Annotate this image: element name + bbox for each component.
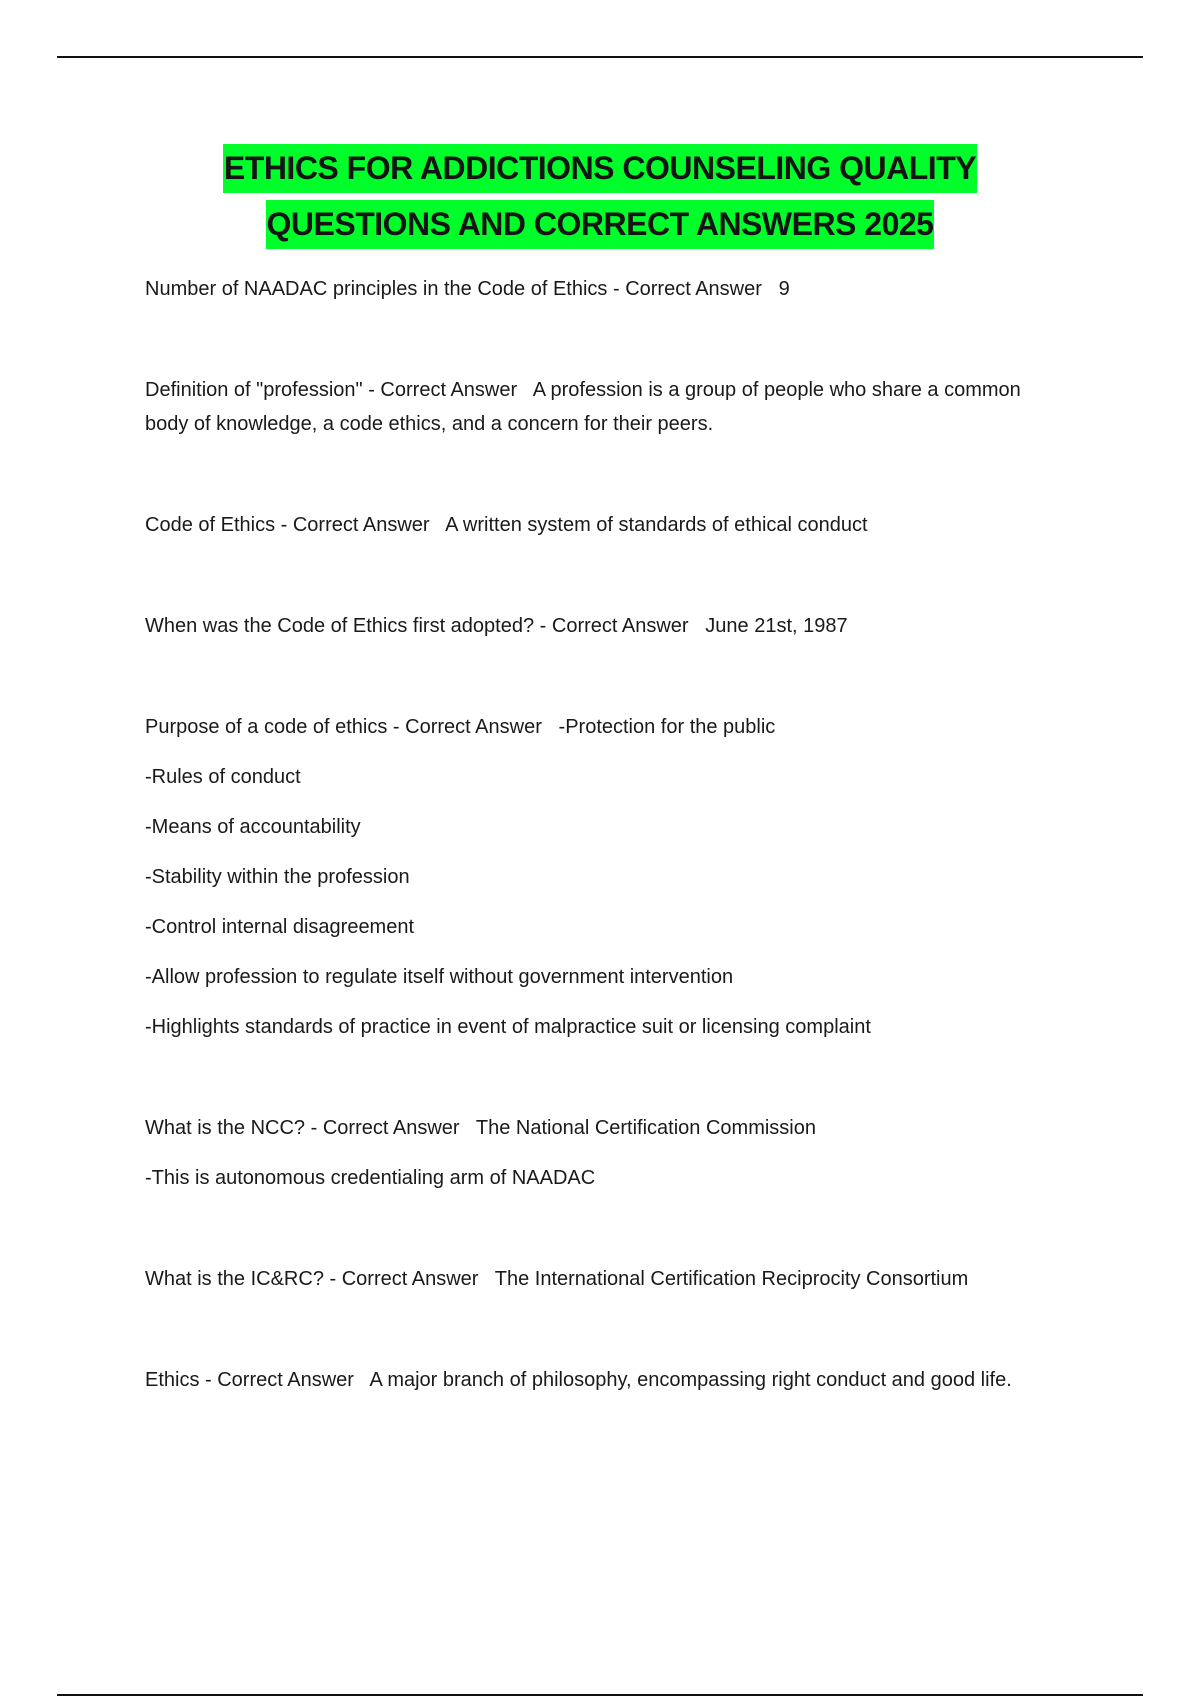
question-text: Purpose of a code of ethics xyxy=(145,716,388,738)
qa-item xyxy=(145,710,1065,1044)
question-text: When was the Code of Ethics first adopted? xyxy=(145,615,535,637)
answer-text: A major branch of philosophy, encompassing right conduct and good life. xyxy=(369,1369,1012,1391)
question-text: What is the NCC? xyxy=(145,1117,306,1139)
qa-line xyxy=(145,272,1065,306)
correct-answer-label: - Correct Answer xyxy=(534,615,706,637)
qa-item xyxy=(145,1262,1065,1296)
qa-item xyxy=(145,373,1065,441)
answer-bullet: -This is autonomous credentialing arm of NAADAC xyxy=(145,1167,596,1189)
question-text: Ethics xyxy=(145,1369,200,1391)
spacer xyxy=(145,441,1065,508)
qa-item xyxy=(145,272,1065,306)
spacer xyxy=(145,306,1065,373)
spacer xyxy=(145,542,1065,609)
answer-text: -Protection for the public xyxy=(558,716,776,738)
question-text: Code of Ethics xyxy=(145,514,276,536)
answer-bullet: -Rules of conduct xyxy=(145,766,301,788)
qa-line xyxy=(145,710,1065,744)
top-rule xyxy=(57,56,1143,58)
qa-line xyxy=(145,373,1065,441)
answer-text: A profession is a group of people who share a common body of knowledge, a code ethics, and a concern for their peers. xyxy=(145,379,1021,435)
correct-answer-label: - Correct Answer xyxy=(199,1369,370,1391)
title-line-1: ETHICS FOR ADDICTIONS COUNSELING QUALITY xyxy=(223,144,977,193)
answer-text: A written system of standards of ethical conduct xyxy=(445,514,868,536)
answer-bullet: -Means of accountability xyxy=(145,816,361,838)
qa-line xyxy=(145,1363,1065,1397)
qa-item xyxy=(145,1363,1065,1397)
correct-answer-label: - Correct Answer xyxy=(323,1268,495,1290)
qa-line xyxy=(145,508,1065,542)
answer-text: The National Certification Commission xyxy=(475,1117,816,1139)
qa-line xyxy=(145,1111,1065,1145)
question-text: Definition of "profession" xyxy=(145,379,363,401)
answer-bullet: -Stability within the profession xyxy=(145,866,410,888)
question-text: What is the IC&RC? xyxy=(145,1268,324,1290)
correct-answer-label: - Correct Answer xyxy=(275,514,446,536)
correct-answer-label: - Correct Answer xyxy=(362,379,533,401)
answer-text: June 21st, 1987 xyxy=(705,615,848,637)
answer-text: The International Certification Reciprocity Consortium xyxy=(494,1268,969,1290)
correct-answer-label: - Correct Answer xyxy=(607,278,779,300)
answer-text: 9 xyxy=(778,278,790,300)
correct-answer-label: - Correct Answer xyxy=(387,716,559,738)
qa-item xyxy=(145,508,1065,542)
qa-item xyxy=(145,609,1065,643)
question-text: Number of NAADAC principles in the Code of Ethics xyxy=(145,278,608,300)
correct-answer-label: - Correct Answer xyxy=(305,1117,476,1139)
qa-list xyxy=(145,272,1065,1397)
spacer xyxy=(145,1195,1065,1262)
qa-line xyxy=(145,609,1065,643)
answer-bullet: -Allow profession to regulate itself without government intervention xyxy=(145,966,734,988)
qa-item xyxy=(145,1111,1065,1195)
bottom-rule xyxy=(57,1694,1143,1696)
spacer xyxy=(145,643,1065,710)
answer-bullet: -Control internal disagreement xyxy=(145,916,415,938)
title-line-2: QUESTIONS AND CORRECT ANSWERS 2025 xyxy=(266,200,935,249)
spacer xyxy=(145,1296,1065,1363)
document-title xyxy=(0,144,1200,249)
answer-bullet: -Highlights standards of practice in event of malpractice suit or licensing complaint xyxy=(145,1016,871,1038)
qa-line xyxy=(145,1262,1065,1296)
spacer xyxy=(145,1044,1065,1111)
